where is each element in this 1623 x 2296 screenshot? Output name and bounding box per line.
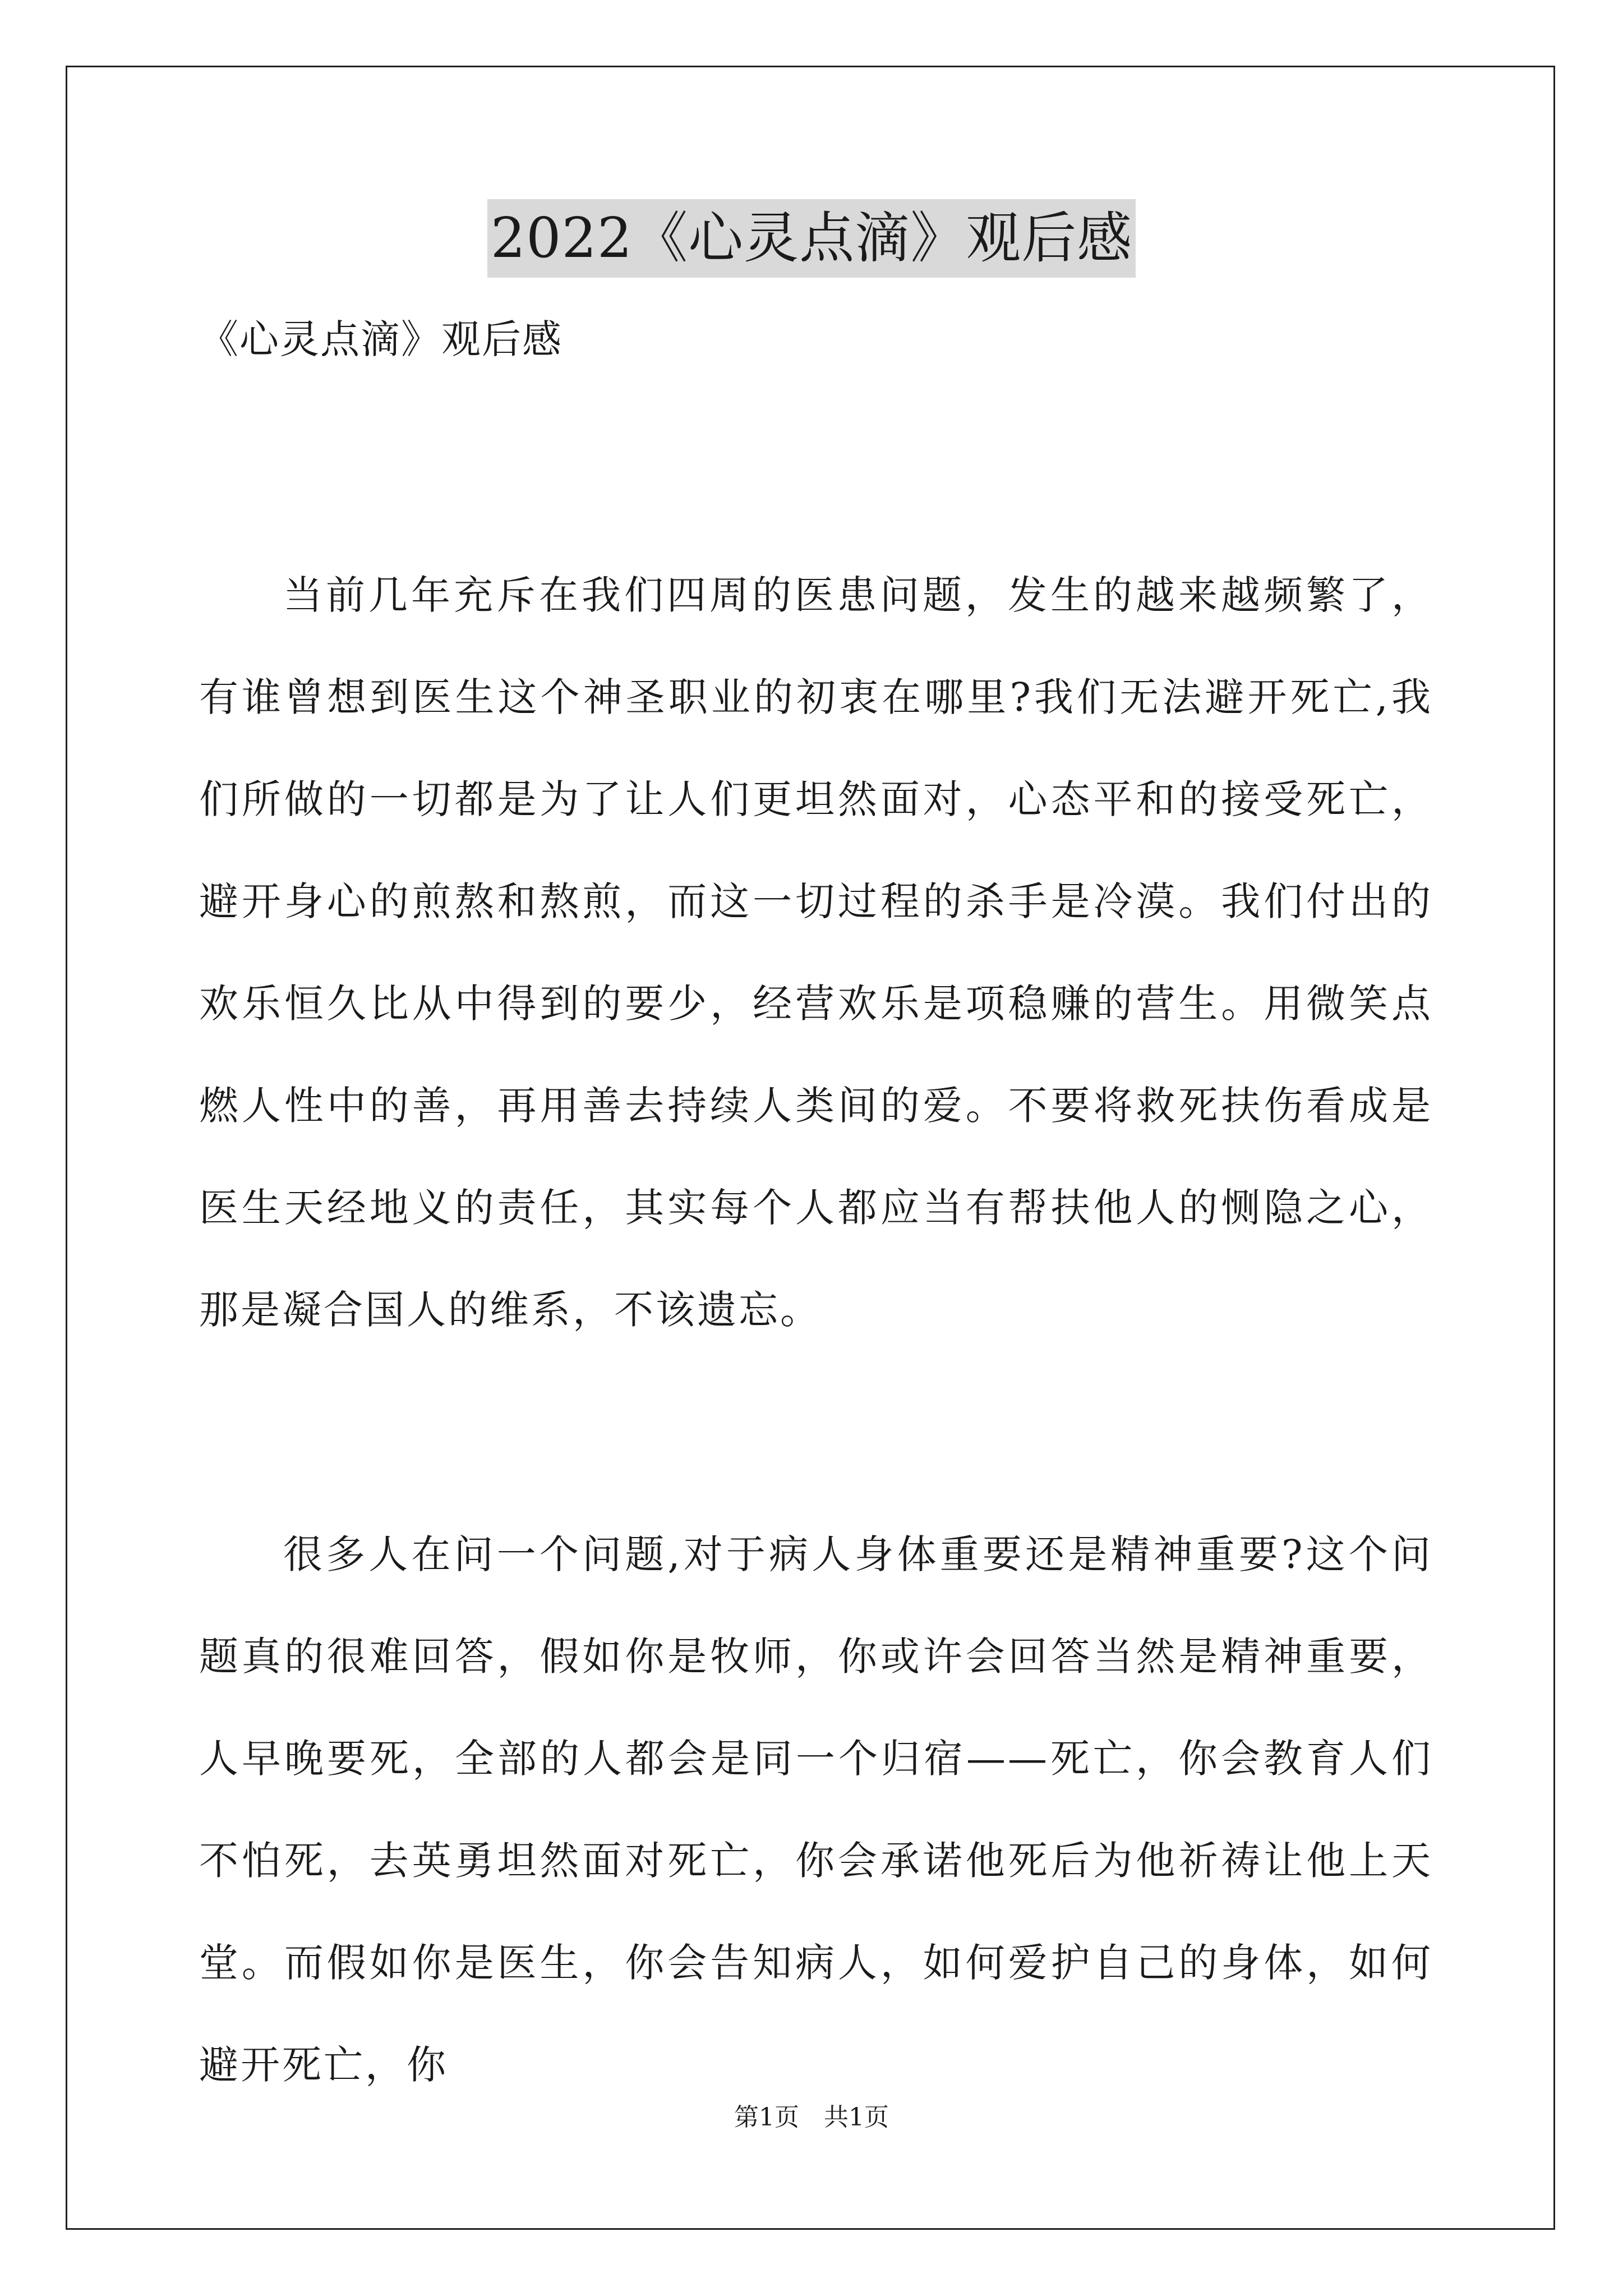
paragraph-1: 当前几年充斥在我们四周的医患问题，发生的越来越频繁了，有谁曾想到医生这个神圣职业的初衷在哪里?我们无法避开死亡,我们所做的一切都是为了让人们更坦然面对，心态平和的接受死亡，避开身心的煎熬和熬煎，而这一切过程的杀手是冷漠。我们付出的欢乐恒久比从中得到的要少，经营欢乐是项稳赚的营生。用微笑点燃人性中的善，再用善去持续人类间的爱。不要将救死扶伤看成是医生天经地义的责任，其实每个人都应当有帮扶他人的恻隐之心，那是凝合国人的维系，不该遗忘。	[199, 572, 1433, 1333]
paragraph-2: 很多人在问一个问题,对于病人身体重要还是精神重要?这个问题真的很难回答，假如你是牧师，你或许会回答当然是精神重要，人早晚要死，全部的人都会是同一个归宿——死亡，你会教育人们不怕死，去英勇坦然面对死亡，你会承诺他死后为他祈祷让他上天堂。而假如你是医生，你会告知病人，如何爱护自己的身体，如何避开死亡，你	[199, 1531, 1433, 2088]
document-subtitle: 《心灵点滴》观后感	[199, 316, 562, 362]
page-number-footer: 第1页 共1页	[734, 2103, 889, 2132]
page-title: 2022《心灵点滴》观后感	[487, 199, 1136, 278]
title-container	[0, 199, 1623, 278]
